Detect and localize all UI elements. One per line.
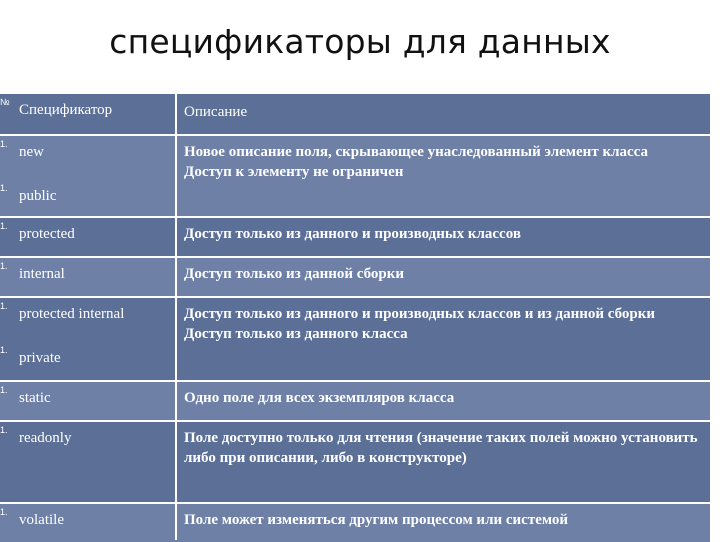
row-description-text: Новое описание поля, скрывающее унаследованный элемент класса: [184, 144, 648, 160]
table-row: [0, 502, 710, 542]
row-num: 1.: [0, 345, 8, 355]
row-description-text: Доступ только из данного и производных классов и из данной сборки: [184, 306, 656, 322]
row-num: 1.: [0, 261, 8, 271]
row-num: 1.: [0, 221, 8, 231]
row-num: 1.: [0, 507, 8, 517]
row-description-text: Доступ к элементу не ограничен: [184, 164, 404, 180]
row-description: [180, 136, 710, 218]
row-specifier: protected: [19, 226, 75, 242]
table-row: [0, 216, 710, 260]
table-row: [0, 380, 710, 424]
column-divider: [175, 94, 177, 540]
row-num: 1.: [0, 183, 8, 193]
slide-title: спецификаторы для данных: [109, 22, 611, 61]
row-specifier: readonly: [19, 430, 72, 446]
table-row-new-public: [0, 134, 710, 218]
row-description-text: Доступ только из данного класса: [184, 326, 408, 342]
row-description: Поле доступно только для чтения (значение таких полей можно установить либо при описании, либо в конструкторе): [184, 430, 698, 466]
row-specifier: volatile: [19, 512, 64, 528]
row-specifier: new: [19, 144, 44, 160]
header-description: Описание: [184, 104, 248, 120]
row-specifier: static: [19, 390, 51, 406]
header-num: №: [0, 97, 10, 107]
row-specifier: public: [19, 188, 57, 204]
table-row: [0, 256, 710, 300]
table-header-row: [0, 94, 710, 136]
row-num: 1.: [0, 385, 8, 395]
row-specifier: private: [19, 350, 61, 366]
table-row: [0, 420, 710, 504]
row-specifier: internal: [19, 266, 65, 282]
table-row-protected-internal-private: [0, 296, 710, 382]
row-description: Доступ только из данного и производных классов: [184, 226, 521, 242]
row-description: Доступ только из данной сборки: [184, 266, 405, 282]
row-num: 1.: [0, 139, 8, 149]
row-description: Поле может изменяться другим процессом или системой: [184, 512, 569, 528]
row-description: Одно поле для всех экземпляров класса: [184, 390, 455, 406]
row-num: 1.: [0, 425, 8, 435]
row-description: [180, 298, 710, 382]
row-specifier: protected internal: [19, 306, 125, 322]
header-specifier: Спецификатор: [19, 102, 113, 118]
row-num: 1.: [0, 301, 8, 311]
